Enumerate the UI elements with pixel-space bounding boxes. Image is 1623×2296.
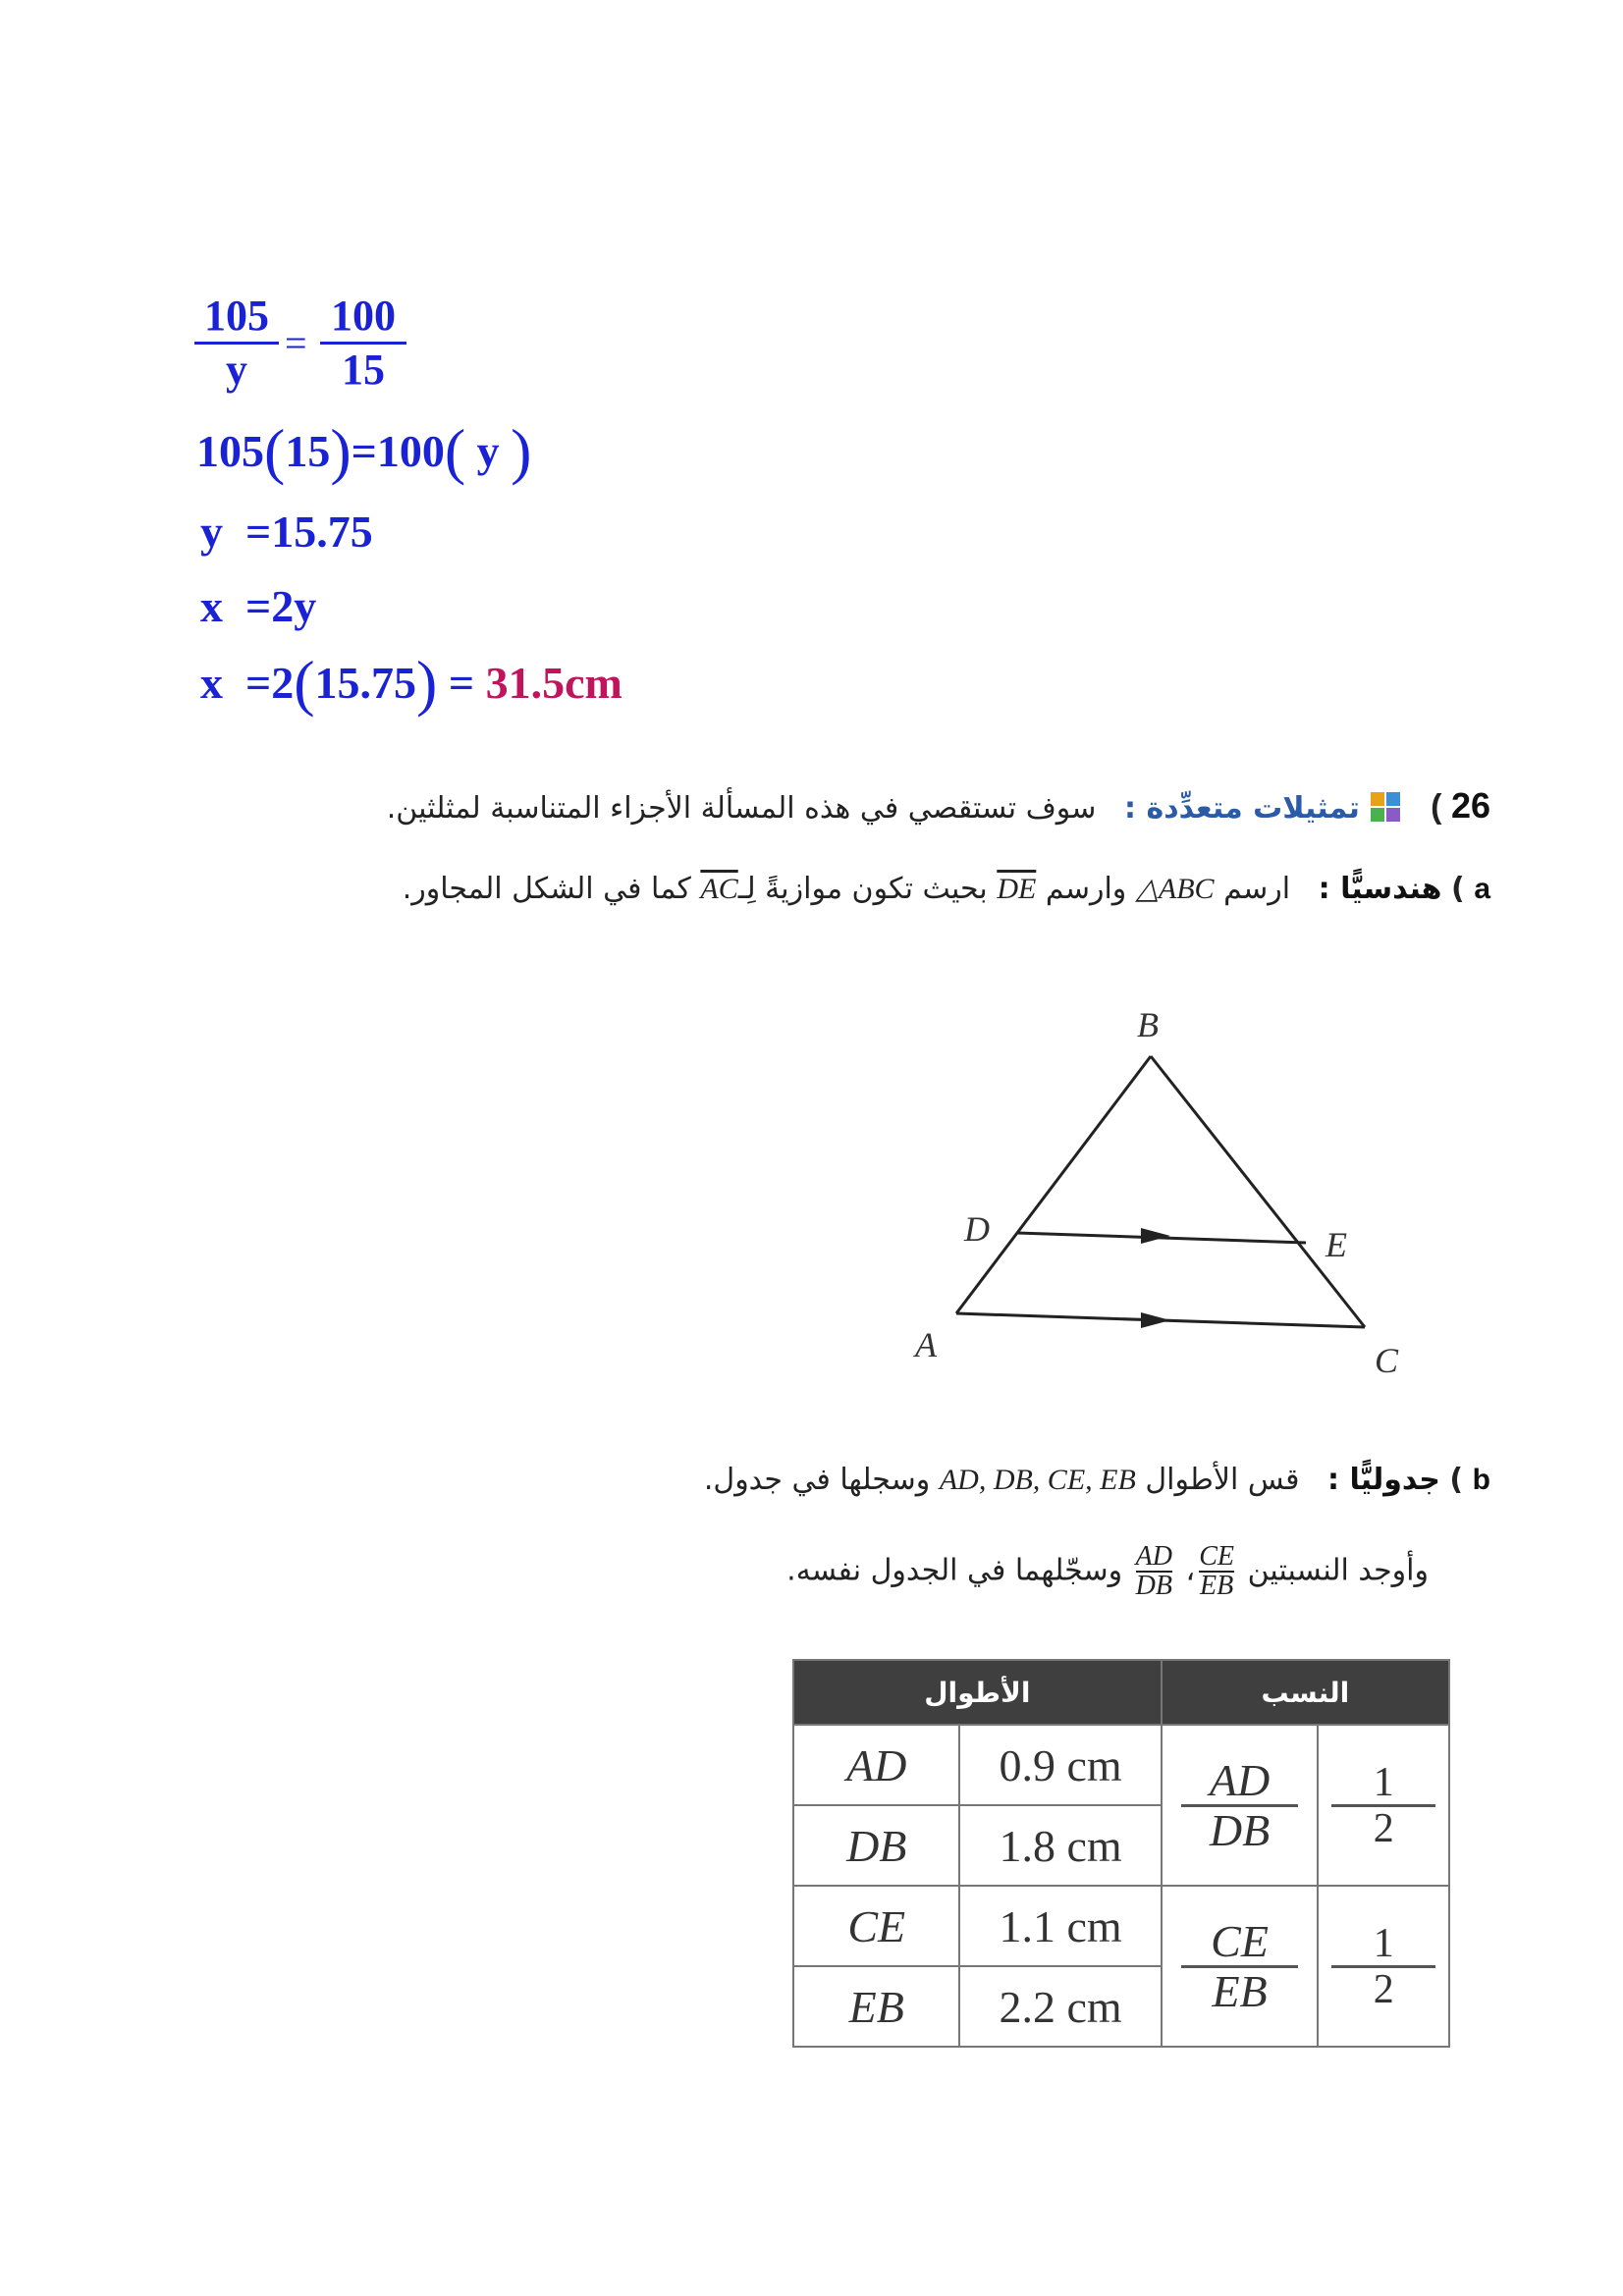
table-row (793, 1725, 1449, 1805)
ratio-ce-eb-num: CE (1199, 1541, 1235, 1572)
part-a-text-1: ارسم (1223, 872, 1291, 906)
ratio-2-num: CE (1181, 1918, 1299, 1968)
part-b-text-1: قس الأطوال (1145, 1463, 1300, 1497)
part-a-label: a (1474, 873, 1490, 905)
ratio-1-num: AD (1181, 1757, 1299, 1807)
eq5-pre: x =2 (200, 658, 295, 708)
row-value-ad: 0.9 cm (959, 1725, 1161, 1805)
ratio-ad-db-value (1318, 1725, 1449, 1886)
problem-title: تمثيلات متعدِّدة : (1124, 791, 1360, 826)
equation-line-5: x =2(15.75) = 31.5cm (200, 648, 622, 718)
eq2-b: 15 (285, 426, 331, 476)
side-ab (956, 1056, 1151, 1313)
row-name-db: DB (793, 1805, 959, 1886)
row-value-eb: 2.2 cm (959, 1966, 1161, 2047)
problem-number: 26 (1450, 785, 1490, 826)
ratio-ce-eb-value (1318, 1886, 1449, 2047)
label-b: B (1137, 1005, 1159, 1044)
part-b-comma: ، (1185, 1553, 1196, 1588)
part-a-segment-ac: $\overline{AC}$ (700, 873, 738, 905)
eq5-equals: = (448, 658, 475, 708)
ratio-1-den: DB (1209, 1804, 1271, 1855)
problem-intro: سوف تستقصي في هذه المسألة الأجزاء المتناسبة لمثلثين. (386, 791, 1097, 826)
parallel-arrow-ac (1141, 1312, 1170, 1328)
eq2-a: 105 (196, 426, 264, 476)
ratio-ad-db (1136, 1543, 1172, 1600)
table-row (793, 1886, 1449, 1966)
part-b-paren: ) (1449, 1463, 1464, 1497)
label-d: D (964, 1209, 990, 1249)
row-name-ce: CE (793, 1886, 959, 1966)
problem-header (387, 785, 1490, 827)
fraction-right (320, 291, 406, 396)
part-b-title: جدوليًّا : (1327, 1463, 1440, 1497)
equation-line-3: y =15.75 (200, 507, 373, 557)
equation-line-4: x =2y (200, 581, 317, 631)
ratio-1-value-num: 1 (1331, 1761, 1435, 1807)
side-bc (1151, 1056, 1365, 1327)
multiple-representations-icon (1369, 790, 1402, 824)
label-a: A (915, 1325, 937, 1364)
fraction-left-denominator: y (226, 346, 247, 394)
triangle-figure (884, 982, 1434, 1394)
part-b-line-1 (704, 1463, 1490, 1497)
ratio-ad-db-num: AD (1135, 1541, 1172, 1572)
label-e: E (1325, 1225, 1347, 1264)
row-name-ad: AD (793, 1725, 959, 1805)
part-b-text-2: وسجلها في جدول. (703, 1463, 931, 1497)
part-a-text-2: وارسم (1045, 872, 1127, 906)
ratio-2-den: EB (1212, 1965, 1268, 2016)
header-lengths: الأطوال (793, 1660, 1162, 1725)
fraction-right-denominator: 15 (342, 346, 385, 394)
eq2-c: y (476, 426, 500, 476)
equation-line-2: 105(15)=100( y ) (196, 416, 532, 486)
fraction-left (194, 291, 279, 396)
fraction-right-numerator: 100 (320, 291, 406, 345)
ratio-ad-db-den: DB (1135, 1571, 1172, 1601)
ratio-ce-eb-cell (1162, 1886, 1319, 2047)
final-answer: 31.5cm (485, 658, 622, 708)
ratio-ad-db-cell (1162, 1725, 1319, 1886)
table-header-row (793, 1660, 1449, 1725)
part-a-text-3: بحيث تكون موازيةً لِـ (737, 872, 988, 906)
part-b-text-4: وسجّلهما في الجدول نفسه. (786, 1553, 1123, 1588)
part-a (403, 872, 1490, 906)
fraction-equals: = (285, 321, 307, 365)
part-b-segments: AD, DB, CE, EB (939, 1464, 1136, 1496)
fraction-left-numerator: 105 (194, 291, 279, 345)
ratio-2-value-den: 2 (1373, 1966, 1394, 2012)
eq2-mid: =100 (351, 426, 445, 476)
ratio-ce-eb (1199, 1543, 1234, 1600)
lengths-ratios-table (792, 1659, 1450, 2048)
ratio-1-value-den: 2 (1373, 1805, 1394, 1851)
part-b-label: b (1472, 1464, 1490, 1496)
row-value-db: 1.8 cm (959, 1805, 1161, 1886)
part-a-title: هندسيًّا : (1318, 872, 1442, 906)
row-value-ce: 1.1 cm (959, 1886, 1161, 1966)
label-c: C (1375, 1341, 1399, 1380)
header-ratios: النسب (1162, 1660, 1449, 1725)
ratio-ce-eb-den: EB (1200, 1571, 1234, 1601)
problem-number-paren: ) (1431, 788, 1442, 826)
part-a-paren: ) (1451, 872, 1465, 906)
part-b-line-2 (786, 1543, 1429, 1600)
part-b-text-3: وأوجد النسبتين (1247, 1553, 1429, 1588)
row-name-eb: EB (793, 1966, 959, 2047)
part-a-segment-de: $\overline{DE}$ (997, 873, 1037, 905)
part-a-text-4: كما في الشكل المجاور. (402, 872, 691, 906)
ratio-2-value-num: 1 (1331, 1922, 1435, 1968)
part-a-triangle: △ABC (1135, 873, 1215, 905)
parallel-arrow-de (1141, 1228, 1170, 1244)
eq5-inner: 15.75 (314, 658, 417, 708)
